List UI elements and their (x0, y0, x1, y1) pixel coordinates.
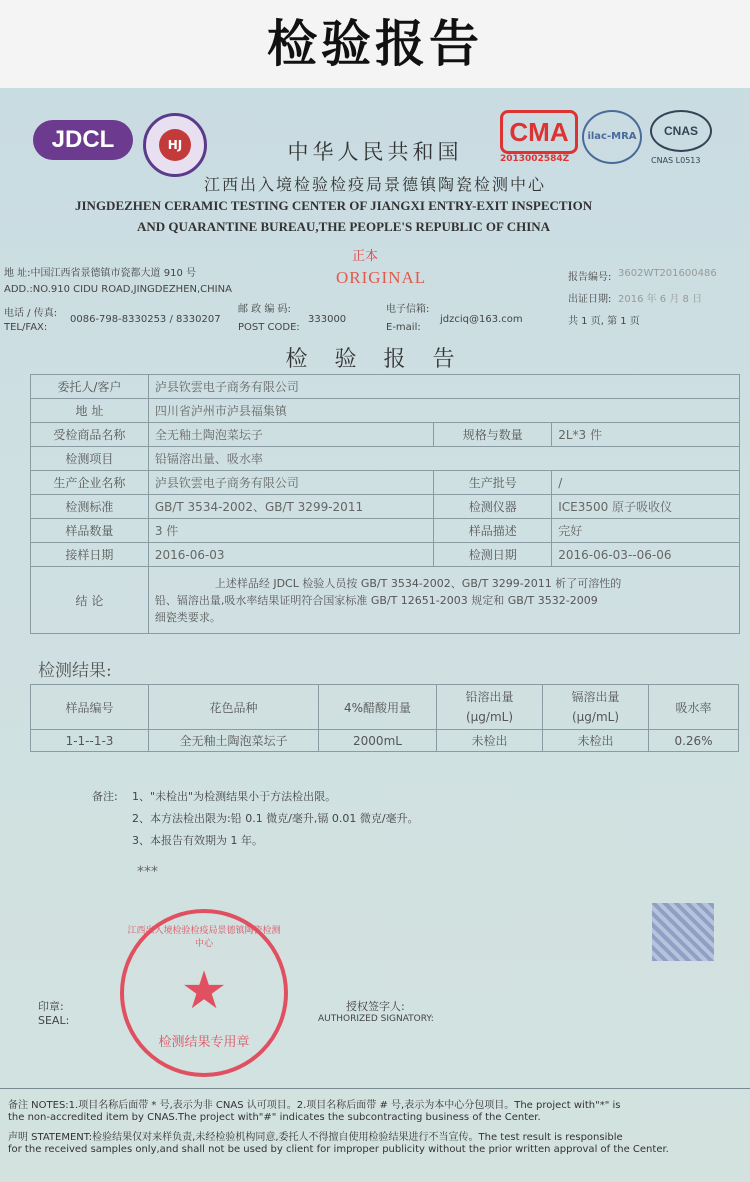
table-row (31, 543, 740, 567)
cnas-number: CNAS L0513 (651, 156, 701, 165)
table-row (31, 375, 740, 399)
tel-value: 0086-798-8330253 / 8330207 (70, 314, 221, 325)
conclusion-line-2: 铅、镉溶出量,吸水率结果证明符合国家标准 GB/T 12651-2003 规定和 GB/T 3532-2009 (154, 593, 598, 607)
end-stars: *** (137, 864, 158, 880)
cell-lead: 未检出 (437, 730, 543, 752)
maker-label: 生产企业名称 (31, 471, 149, 495)
jdcl-logo: JDCL (33, 120, 133, 160)
qr-code-icon (652, 903, 714, 961)
product-value: 全无釉土陶泡菜坛子 (148, 423, 434, 447)
postcode-label-cn: 邮 政 编 码: (238, 304, 291, 315)
col-sample-no: 样品编号 (31, 685, 149, 730)
instrument-value: ICE3500 原子吸收仪 (552, 495, 740, 519)
report-no-label: 报告编号: (568, 272, 612, 283)
table-row (31, 471, 740, 495)
cell-sample-no: 1-1--1-3 (31, 730, 149, 752)
table-row (31, 495, 740, 519)
desc-label: 样品描述 (434, 519, 552, 543)
table-row (31, 447, 740, 471)
cnas-logo: CNAS (650, 110, 712, 152)
instrument-label: 检测仪器 (434, 495, 552, 519)
col-variety: 花色品种 (149, 685, 319, 730)
signatory-label-en: AUTHORIZED SIGNATORY: (318, 1014, 434, 1024)
cell-water-absorption: 0.26% (649, 730, 739, 752)
standard-label: 检测标准 (31, 495, 149, 519)
header-center-cn: 江西出入境检验检疫局景德镇陶瓷检测中心 (203, 175, 546, 194)
footer-notes-line2: the non-accredited item by CNAS.The project with"#" indicates the subcontracting business of the Center. (8, 1112, 541, 1123)
client-label: 委托人/客户 (31, 375, 149, 399)
footer-notes-line1: 备注 NOTES:1.项目名称后面带 * 号,表示为非 CNAS 认可项目。2.项目名称后面带 # 号,表示为本中心分包项目。The project with"*" is (8, 1100, 621, 1111)
test-date-label: 检测日期 (434, 543, 552, 567)
seal-logo-center: HJ (159, 129, 191, 161)
table-row (31, 399, 740, 423)
received-label: 接样日期 (31, 543, 149, 567)
certificate-document (0, 88, 750, 1182)
client-value: 泸县钦雲电子商务有限公司 (148, 375, 739, 399)
seal-label-en: SEAL: (38, 1014, 70, 1027)
results-title: 检测结果: (38, 661, 112, 681)
items-value: 铅镉溶出量、吸水率 (148, 447, 739, 471)
qty-value: 3 件 (148, 519, 434, 543)
note-1: 1、"未检出"为检测结果小于方法检出限。 (132, 790, 337, 803)
postcode-value: 333000 (308, 314, 347, 325)
ilac-mra-logo: ilac-MRA (582, 110, 642, 164)
header-country: 中华人民共和国 (287, 140, 463, 164)
footer-divider (0, 1088, 750, 1089)
table-row (31, 730, 739, 752)
original-stamp-cn: 正本 (352, 249, 379, 264)
info-table (30, 374, 740, 634)
batch-value: / (552, 471, 740, 495)
qty-label: 样品数量 (31, 519, 149, 543)
cell-cadmium: 未检出 (543, 730, 649, 752)
conclusion-value (148, 567, 739, 634)
seal-ring-text: 江西出入境检验检疫局景德镇陶瓷检测中心 (127, 926, 281, 949)
cma-number: 2013002584Z (500, 154, 570, 164)
report-title: 检 验 报 告 (285, 347, 465, 372)
cell-variety: 全无釉土陶泡菜坛子 (149, 730, 319, 752)
header-center-en-line1: JINGDEZHEN CERAMIC TESTING CENTER OF JIANGXI ENTRY-EXIT INSPECTION (75, 198, 593, 213)
issue-date-label: 出证日期: (568, 294, 612, 305)
footer-statement-line1: 声明 STATEMENT:检验结果仅对来样负责,未经检验机构同意,委托人不得擅自使用检验结果进行不当宣传。The test result is responsible (8, 1132, 623, 1143)
table-row (31, 567, 740, 634)
batch-label: 生产批号 (434, 471, 552, 495)
col-cadmium-title: 镉溶出量 (571, 690, 620, 704)
original-stamp-en: ORIGINAL (336, 268, 427, 287)
note-2: 2、本方法检出限为:铅 0.1 微克/毫升,镉 0.01 微克/毫升。 (132, 812, 419, 825)
page-count: 共 1 页, 第 1 页 (568, 316, 640, 327)
maker-value: 泸县钦雲电子商务有限公司 (148, 471, 434, 495)
report-no: 3602WT201600486 (618, 268, 717, 279)
test-date-value: 2016-06-03--06-06 (552, 543, 740, 567)
table-row (31, 519, 740, 543)
email-value: jdzciq@163.com (440, 314, 523, 325)
email-label-en: E-mail: (386, 322, 421, 333)
address-label: 地 址 (31, 399, 149, 423)
spec-value: 2L*3 件 (552, 423, 740, 447)
header-center-en-line2: AND QUARANTINE BUREAU,THE PEOPLE'S REPUBLIC OF CHINA (137, 219, 551, 234)
address-en: ADD.:NO.910 CIDU ROAD,JINGDEZHEN,CHINA (4, 284, 232, 295)
address-cn: 地 址:中国江西省景德镇市瓷都大道 910 号 (4, 268, 196, 279)
seal-star-icon: ★ (180, 961, 228, 1021)
address-value: 四川省泸州市泸县福集镇 (148, 399, 739, 423)
results-table (30, 684, 739, 752)
conclusion-line-3: 细瓷类要求。 (154, 610, 221, 624)
postcode-label-en: POST CODE: (238, 322, 300, 333)
product-label: 受检商品名称 (31, 423, 149, 447)
conclusion-line-1: 上述样品经 JDCL 检验人员按 GB/T 3534-2002、GB/T 3299-2011 析了可溶性的 (214, 576, 622, 590)
col-lead-title: 铅溶出量 (465, 690, 514, 704)
table-row (31, 685, 739, 730)
col-cadmium (543, 685, 649, 730)
official-seal (120, 909, 288, 1077)
col-lead (437, 685, 543, 730)
signatory-label-cn: 授权签字人: (346, 1000, 405, 1013)
col-cadmium-unit: (μg/mL) (571, 710, 620, 724)
col-water-absorption: 吸水率 (649, 685, 739, 730)
col-lead-unit: (μg/mL) (465, 710, 514, 724)
banner-title: 检验报告 (267, 15, 483, 73)
seal-text: 检测结果专用章 (158, 1035, 250, 1050)
note-3: 3、本报告有效期为 1 年。 (132, 834, 263, 847)
items-label: 检测项目 (31, 447, 149, 471)
table-row (31, 423, 740, 447)
col-acetic-acid: 4%醋酸用量 (319, 685, 437, 730)
tel-label-cn: 电话 / 传真: (4, 308, 58, 319)
footer-statement-line2: for the received samples only,and shall not be used by client for improper publicity without the prior written approval of the Center. (8, 1144, 669, 1155)
email-label-cn: 电子信箱: (386, 304, 430, 315)
page-banner (0, 0, 750, 88)
issue-date: 2016 年 6 月 8 日 (618, 294, 703, 305)
tel-label-en: TEL/FAX: (4, 322, 48, 333)
seal-label-cn: 印章: (38, 1000, 64, 1013)
desc-value: 完好 (552, 519, 740, 543)
cell-acetic-acid: 2000mL (319, 730, 437, 752)
conclusion-label: 结 论 (31, 567, 149, 634)
received-value: 2016-06-03 (148, 543, 434, 567)
notes-label: 备注: (92, 790, 118, 803)
standard-value: GB/T 3534-2002、GB/T 3299-2011 (148, 495, 434, 519)
cma-logo: CMA (500, 110, 578, 154)
spec-label: 规格与数量 (434, 423, 552, 447)
